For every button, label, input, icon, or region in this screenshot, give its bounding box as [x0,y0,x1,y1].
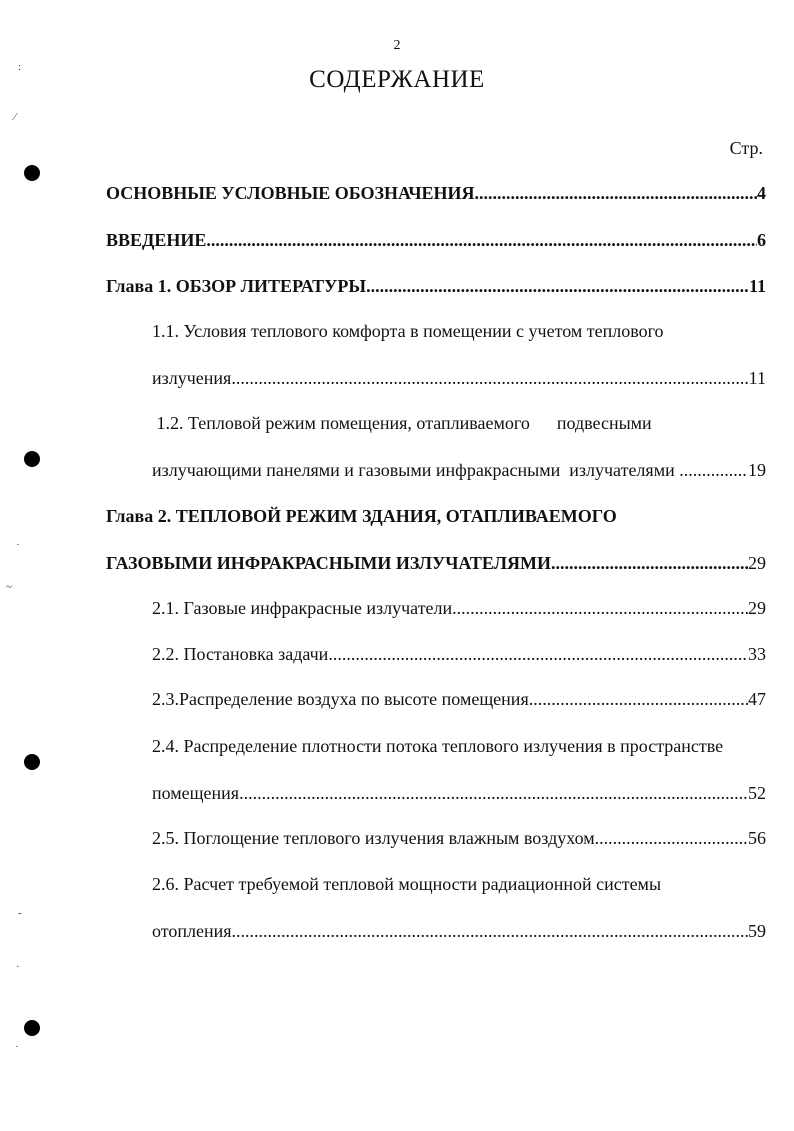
toc-leader-dots [231,367,748,389]
toc-entry-title: излучающими панелями и газовыми инфракрасными излучателями [152,460,680,480]
binder-hole-icon [24,754,40,770]
toc-leader-dots [366,275,749,297]
binder-hole-icon [24,451,40,467]
toc-entry-page: 29 [748,553,766,573]
binder-hole-icon [24,165,40,181]
scan-speck-icon: : [18,61,22,73]
toc-entry-page: 4 [757,183,766,203]
toc-entry-title: Глава 1. ОБЗОР ЛИТЕРАТУРЫ [106,276,367,296]
toc-entry-title: ГАЗОВЫМИ ИНФРАКРАСНЫМИ ИЗЛУЧАТЕЛЯМИ [106,553,552,573]
toc-entry-title: ОСНОВНЫЕ УСЛОВНЫЕ ОБОЗНАЧЕНИЯ [106,183,475,203]
scan-speck-icon: ⁄ [14,111,16,123]
binder-hole-icon [24,1020,40,1036]
page-number: 2 [393,38,401,53]
toc-entry-main-symbols[interactable] [106,182,766,204]
toc-entry-section-2-1[interactable] [152,597,766,619]
toc-entry-section-2-4[interactable] [152,735,766,804]
toc-entry-page: 29 [748,598,766,618]
toc-leader-dots [328,643,748,665]
toc-leader-dots [239,782,748,804]
toc-entry-section-1-2[interactable] [152,412,766,481]
toc-entry-page: 52 [748,783,766,803]
toc-leader-dots [475,182,757,204]
page-title: СОДЕРЖАНИЕ [309,66,485,93]
toc-entry-chapter-2[interactable] [106,505,766,574]
toc-entry-title-line1: 2.4. Распределение плотности потока теплового излучения в пространстве [152,736,724,756]
page-column-label: Стр. [729,138,763,158]
toc-leader-dots [529,688,748,710]
toc-entry-title-line1: 2.6. Расчет требуемой тепловой мощности радиационной системы [152,874,662,894]
toc-entry-section-2-2[interactable] [152,643,766,665]
toc-entry-title: 2.3.Распределение воздуха по высоте помещения [152,689,529,709]
toc-leader-dots [551,552,748,574]
toc-entry-page: 11 [748,276,766,296]
toc-entry-section-2-6[interactable] [152,873,766,942]
toc-entry-chapter-1[interactable] [106,275,766,297]
toc-entry-title: 2.5. Поглощение теплового излучения влажным воздухом [152,828,595,848]
toc-leader-dots [232,920,748,942]
scan-speck-icon: · [16,961,20,973]
toc-leader-dots [452,597,748,619]
toc-entry-title: 2.2. Постановка задачи [152,644,329,664]
toc-entry-introduction[interactable] [106,229,766,251]
toc-entry-section-1-1[interactable] [152,320,766,389]
toc-entry-title: излучения [152,368,232,388]
toc-leader-dots [595,827,748,849]
toc-entry-page: 56 [748,828,766,848]
toc-entry-page: 11 [748,368,766,388]
scan-speck-icon: - [18,907,22,919]
toc-entry-title: отопления [152,921,232,941]
toc-leader-dots [206,229,757,251]
scan-speck-icon: ˙ [15,1044,19,1056]
toc-entry-title: помещения [152,783,240,803]
toc-entry-page: 47 [748,689,766,709]
toc-entry-page: 33 [748,644,766,664]
toc-entry-title-line1: 1.1. Условия теплового комфорта в помещении с учетом теплового [152,321,664,341]
scan-speck-icon: ˙ [16,542,20,554]
scan-speck-icon: ~ [6,581,12,593]
toc-leader-dots [679,459,748,481]
toc-entry-page: 59 [748,921,766,941]
toc-entry-title: ВВЕДЕНИЕ [106,230,207,250]
toc-entry-title: 2.1. Газовые инфракрасные излучатели [152,598,453,618]
toc-entry-section-2-3[interactable] [152,688,766,710]
toc-entry-title-line1: 1.2. Тепловой режим помещения, отапливаемого подвесными [152,413,652,433]
toc-entry-title-line1: Глава 2. ТЕПЛОВОЙ РЕЖИМ ЗДАНИЯ, ОТАПЛИВАЕМОГО [106,506,617,526]
toc-entry-section-2-5[interactable] [152,827,766,849]
toc-entry-page: 6 [757,230,766,250]
toc-entry-page: 19 [748,460,766,480]
